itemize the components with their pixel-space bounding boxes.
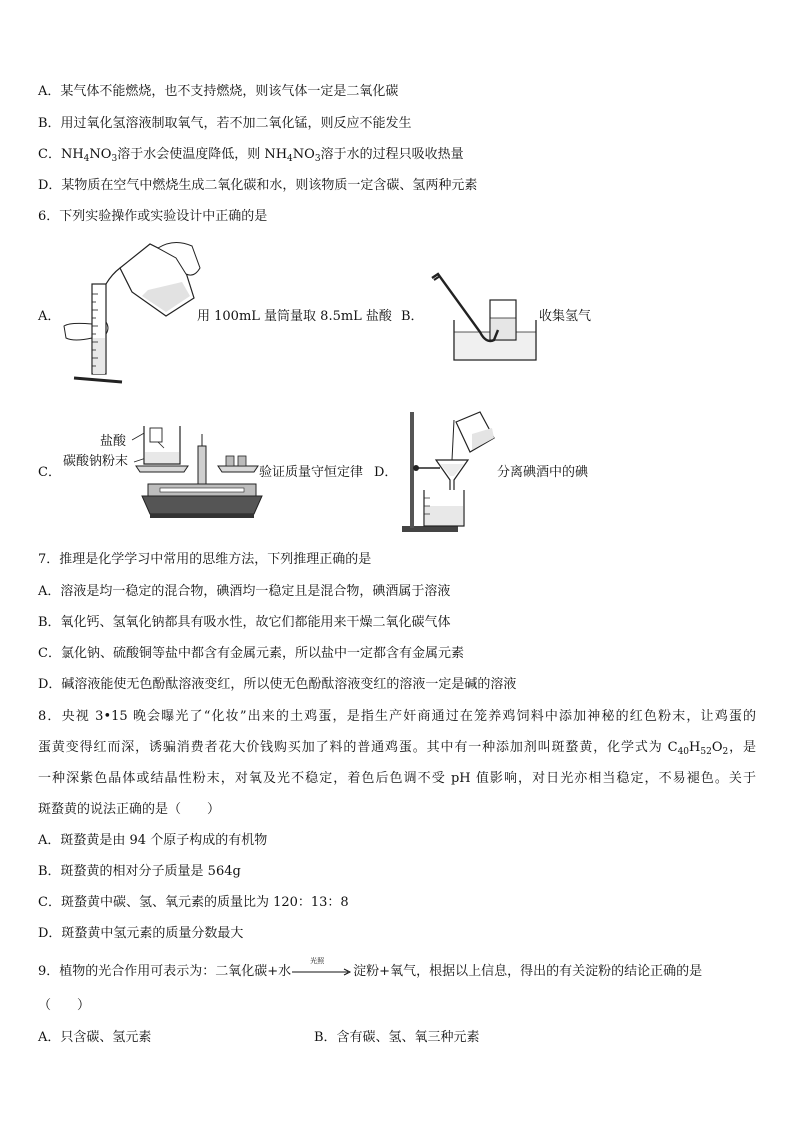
- q6-a-graduated-cylinder-figure: [62, 238, 200, 386]
- q5-option-b: B．用过氧化氢溶液制取氧气，若不加二氧化锰，则反应不能发生: [38, 116, 412, 131]
- reaction-arrow: [292, 957, 352, 977]
- q7-option-c: C．氯化钠、硫酸铜等盐中都含有金属元素，所以盐中一定都含有金属元素: [38, 646, 464, 661]
- q8-option-c: C．斑蝥黄中碳、氢、氧元素的质量比为 120：13：8: [38, 895, 349, 910]
- q6-option-a-text: 用 100mL 量筒量取 8.5mL 盐酸: [197, 309, 392, 324]
- q5-option-a: A．某气体不能燃烧，也不支持燃烧，则该气体一定是二氧化碳: [38, 84, 399, 99]
- q6-stem: 6．下列实验操作或实验设计中正确的是: [38, 209, 268, 224]
- q8-option-a: A．斑蝥黄是由 94 个原子构成的有机物: [38, 833, 268, 848]
- q9-paren: （ ）: [38, 998, 91, 1013]
- q9-stem: 9．植物的光合作用可表示为：二氧化碳+水 光照 淀粉+氧气，根据以上信息，得出的有关淀粉的结论正确的是: [38, 957, 703, 979]
- reaction-condition: 光照: [310, 957, 325, 965]
- q8-option-d: D．斑蝥黄中氢元素的质量分数最大: [38, 926, 244, 941]
- q7-option-a: A．溶液是均一稳定的混合物，碘酒均一稳定且是混合物，碘酒属于溶液: [38, 584, 451, 599]
- q8-stem-line2: 蛋黄变得红而深，诱骗消费者花大价钱购买加了料的普通鸡蛋。其中有一种添加剂叫斑蝥黄，化学式为 $C_{40}H_{52}O_2$，是: [38, 740, 756, 757]
- q8-option-b: B．斑蝥黄的相对分子质量是 564g: [38, 864, 241, 879]
- q8-stem-line4: 斑蝥黄的说法正确的是（ ）: [38, 802, 221, 817]
- q5-option-d: D．某物质在空气中燃烧生成二氧化碳和水，则该物质一定含碳、氢两种元素: [38, 178, 478, 193]
- q7-option-d: D．碱溶液能使无色酚酞溶液变红，所以使无色酚酞溶液变红的溶液一定是碱的溶液: [38, 677, 517, 692]
- q6-b-gas-collection-figure: [428, 270, 538, 362]
- q6-option-d-text: 分离碘酒中的碘: [497, 465, 589, 480]
- q7-stem: 7．推理是化学学习中常用的思维方法，下列推理正确的是: [38, 552, 372, 567]
- q7-option-b: B．氧化钙、氢氧化钠都具有吸水性，故它们都能用来干燥二氧化碳气体: [38, 615, 451, 630]
- q6-option-a-letter: A．: [38, 309, 61, 324]
- q6-option-c-text: 验证质量守恒定律: [259, 465, 364, 480]
- q9-option-a: A．只含碳、氢元素: [38, 1030, 152, 1045]
- q5-option-c: C．$NH_4NO_3$溶于水会使温度降低，则 $NH_4NO_3$溶于水的过程只吸收热量: [38, 147, 464, 164]
- q6-c-label-hydrochloric-acid: 盐酸: [100, 434, 127, 449]
- arrow-right-icon: [292, 969, 352, 975]
- q8-stem-line1: 8．央视 3•15 晚会曝光了“化妆”出来的土鸡蛋，是指生产奸商通过在笼养鸡饲料中添加神秘的红色粉末，让鸡蛋的: [38, 709, 756, 724]
- q8-stem-line3: 一种深紫色晶体或结晶性粉末，对氧及光不稳定，着色后色调不受 pH 值影响，对日光亦相当稳定，不易褪色。关于: [38, 771, 756, 786]
- q6-option-c-letter: C．: [38, 465, 61, 480]
- q6-c-label-sodium-carbonate: 碳酸钠粉末: [63, 454, 129, 469]
- q6-option-b-text: 收集氢气: [539, 309, 592, 324]
- q6-option-b-letter: B．: [401, 309, 424, 324]
- q6-c-balance-figure: [130, 418, 262, 520]
- q6-d-filtration-figure: [400, 408, 496, 536]
- q6-option-d-letter: D．: [374, 465, 398, 480]
- q9-option-b: B．含有碳、氢、氧三种元素: [314, 1030, 480, 1045]
